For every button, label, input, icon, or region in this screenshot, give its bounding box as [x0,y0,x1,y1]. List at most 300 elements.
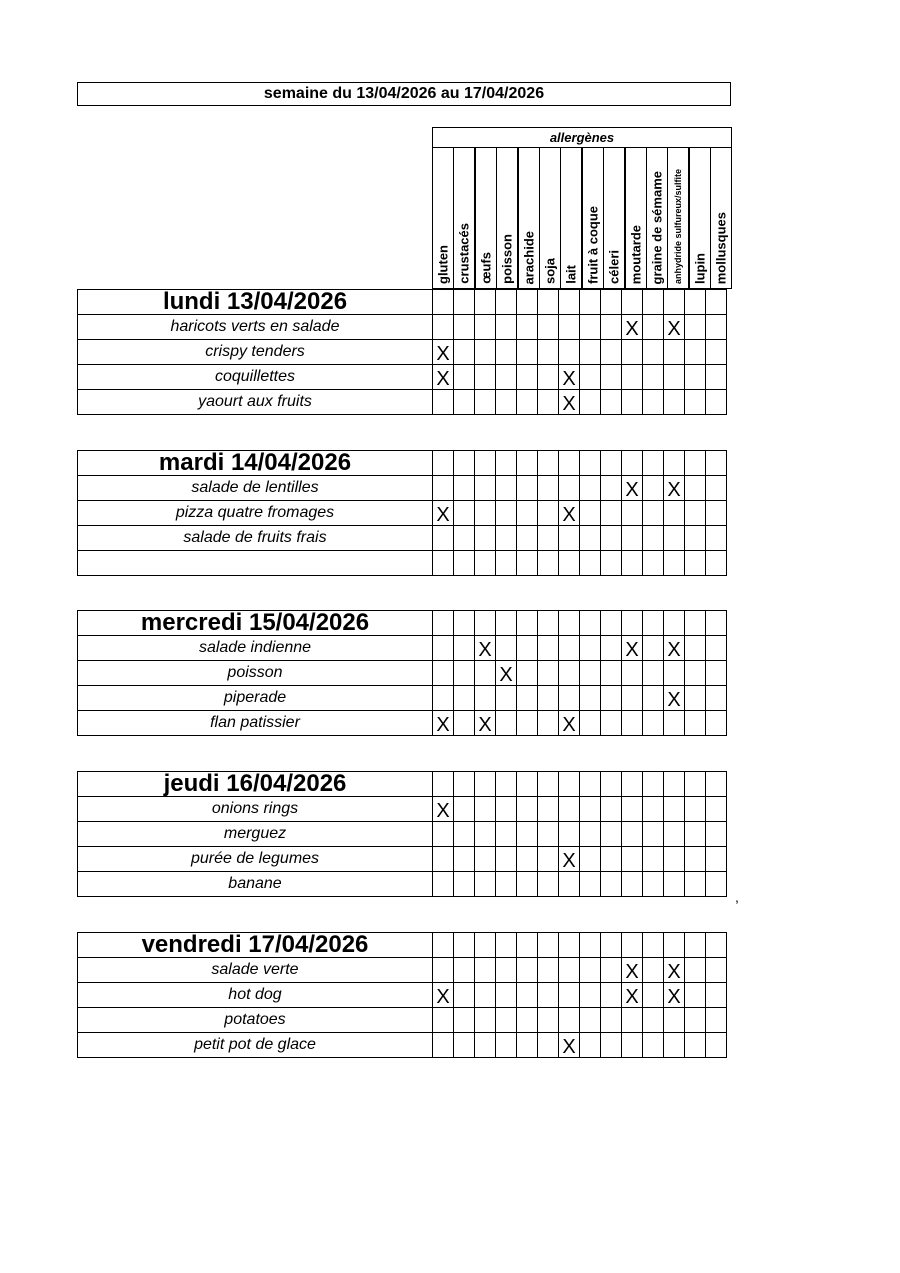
allergen-column-header [689,147,711,289]
allergen-cell [685,501,706,526]
day-table [77,771,727,897]
allergen-cell [475,661,496,686]
allergen-cell [601,933,622,958]
allergen-cell [622,315,643,340]
allergen-cell [601,551,622,576]
allergen-cell [664,661,685,686]
allergen-cell [622,772,643,797]
dish-row [78,661,727,686]
allergen-mark: X [667,986,681,1008]
allergen-cell [559,772,580,797]
allergen-cell [496,340,517,365]
dish-name: flan patissier [78,711,433,736]
allergen-cell [433,1033,454,1058]
allergen-cell [496,772,517,797]
dish-name: coquillettes [78,365,433,390]
allergen-cell [517,340,538,365]
dish-name: potatoes [78,1008,433,1033]
allergen-cell [664,340,685,365]
allergen-cell [622,686,643,711]
allergen-cell [454,872,475,897]
allergen-cell [475,636,496,661]
dish-row [78,340,727,365]
dish-row [78,476,727,501]
allergen-cell [517,772,538,797]
allergen-column-header [603,147,625,289]
allergen-cell [538,315,559,340]
dish-name: salade verte [78,958,433,983]
allergen-cell [664,611,685,636]
dish-name: yaourt aux fruits [78,390,433,415]
allergen-cell [538,847,559,872]
allergen-cell [559,872,580,897]
allergen-cell [580,1008,601,1033]
allergen-cell [496,1008,517,1033]
allergen-cell [622,661,643,686]
allergen-cell [643,365,664,390]
allergen-cell [433,365,454,390]
dish-row [78,847,727,872]
allergen-mark: X [562,850,576,872]
allergen-cell [643,958,664,983]
allergen-cell [496,822,517,847]
allergen-cell [643,526,664,551]
allergen-cell [706,711,727,736]
allergen-cell [664,1008,685,1033]
allergen-cell [559,315,580,340]
allergen-cell [622,1033,643,1058]
allergen-cell [475,551,496,576]
allergen-mark: X [625,639,639,661]
allergen-cell [643,847,664,872]
allergen-mark: X [562,504,576,526]
allergen-cell [622,711,643,736]
allergen-cell [538,1033,559,1058]
dish-name: petit pot de glace [78,1033,433,1058]
allergen-cell [517,451,538,476]
allergen-cell [538,661,559,686]
allergen-cell [664,933,685,958]
allergen-cell [664,847,685,872]
allergen-cell [580,686,601,711]
allergen-cell [643,501,664,526]
allergen-cell [538,933,559,958]
allergen-cell [580,983,601,1008]
allergen-cell [433,526,454,551]
allergen-label: moutarde [628,224,644,284]
allergen-cell [454,661,475,686]
allergen-cell [538,501,559,526]
allergen-cell [433,933,454,958]
allergen-cell [622,526,643,551]
allergen-cell [559,958,580,983]
allergen-cell [685,1033,706,1058]
allergen-cell [475,526,496,551]
allergen-cell [601,365,622,390]
allergen-column-header [646,147,668,289]
allergen-cell [685,365,706,390]
allergen-cell [601,847,622,872]
allergen-cell [475,822,496,847]
allergen-cell [517,1033,538,1058]
allergen-cell [517,390,538,415]
dish-name: banane [78,872,433,897]
allergen-cell [685,933,706,958]
allergen-cell [454,983,475,1008]
allergen-cell [517,501,538,526]
allergen-cell [706,1033,727,1058]
allergen-cell [601,476,622,501]
day-table [77,289,727,415]
allergen-cell [601,686,622,711]
allergen-cell [643,933,664,958]
day-header-row [78,611,727,636]
dish-row [78,958,727,983]
allergen-cell [580,933,601,958]
allergen-cell [538,340,559,365]
allergen-cell [538,983,559,1008]
allergen-cell [601,983,622,1008]
allergen-mark: X [667,479,681,501]
allergen-cell [580,847,601,872]
allergen-cell [517,1008,538,1033]
allergen-cell [664,872,685,897]
allergen-cell [538,551,559,576]
allergen-cell [475,933,496,958]
allergen-cell [538,290,559,315]
dish-name: merguez [78,822,433,847]
allergen-cell [706,686,727,711]
allergen-cell [475,315,496,340]
allergen-cell [559,390,580,415]
allergen-cell [454,526,475,551]
allergen-cell [475,476,496,501]
allergen-cell [454,340,475,365]
allergen-cell [433,551,454,576]
allergen-label: arachide [521,230,537,284]
allergen-cell [601,636,622,661]
allergen-cell [601,1008,622,1033]
day-title: mardi 14/04/2026 [78,451,433,476]
allergen-cell [601,501,622,526]
allergen-cell [706,933,727,958]
allergen-cell [643,711,664,736]
allergen-cell [622,847,643,872]
allergen-cell [538,476,559,501]
allergen-cell [643,686,664,711]
allergen-cell [622,390,643,415]
allergen-column-header [582,147,604,289]
allergen-cell [517,983,538,1008]
allergen-mark: X [667,689,681,711]
allergen-cell [664,365,685,390]
allergen-column-header [667,147,689,289]
allergen-cell [538,711,559,736]
allergen-cell [685,872,706,897]
allergen-cell [454,686,475,711]
allergen-cell [643,340,664,365]
day-header-row [78,933,727,958]
allergen-cell [601,315,622,340]
dish-row [78,822,727,847]
allergen-cell [622,501,643,526]
allergen-cell [433,315,454,340]
allergen-cell [517,958,538,983]
allergen-cell [580,611,601,636]
allergen-cell [706,476,727,501]
allergen-cell [433,872,454,897]
day-title: jeudi 16/04/2026 [78,772,433,797]
allergen-cell [601,390,622,415]
stray-mark: , [735,889,739,905]
allergen-cell [475,686,496,711]
allergen-cell [559,797,580,822]
allergen-mark: X [436,800,450,822]
allergen-cell [475,797,496,822]
allergen-cell [706,551,727,576]
allergen-cell [601,611,622,636]
allergen-column-header [539,147,561,289]
allergen-cell [706,451,727,476]
dish-row [78,983,727,1008]
allergen-label: céleri [606,250,622,284]
allergen-mark: X [625,479,639,501]
allergen-cell [601,661,622,686]
allergen-cell [559,526,580,551]
allergen-column-header [710,147,732,289]
day-title: mercredi 15/04/2026 [78,611,433,636]
allergen-cell [706,958,727,983]
allergen-cell [559,611,580,636]
allergen-cell [454,1008,475,1033]
dish-row [78,686,727,711]
allergen-mark: X [499,664,513,686]
allergen-cell [433,822,454,847]
allergen-cell [580,365,601,390]
allergen-cell [496,872,517,897]
allergen-header [432,127,732,289]
allergen-cell [580,290,601,315]
allergen-cell [706,636,727,661]
allergen-cell [475,872,496,897]
allergen-cell [454,611,475,636]
allergen-cell [517,872,538,897]
allergen-cell [496,611,517,636]
allergen-cell [559,636,580,661]
allergen-cell [664,315,685,340]
allergen-cell [559,290,580,315]
allergen-cell [706,365,727,390]
day-header-row [78,772,727,797]
allergen-cell [517,611,538,636]
dish-row [78,797,727,822]
allergen-cell [643,983,664,1008]
allergen-cell [475,847,496,872]
allergen-cell [433,797,454,822]
dish-name: crispy tenders [78,340,433,365]
allergen-cell [601,772,622,797]
allergen-cell [622,290,643,315]
dish-row [78,501,727,526]
allergen-cell [538,365,559,390]
allergen-cell [538,797,559,822]
allergen-cell [580,315,601,340]
allergen-cell [517,476,538,501]
allergen-cell [622,983,643,1008]
allergen-cell [517,711,538,736]
allergen-cell [601,1033,622,1058]
allergen-cell [580,526,601,551]
allergen-cell [517,365,538,390]
allergen-cell [454,1033,475,1058]
allergen-cell [664,476,685,501]
allergen-label: mollusques [713,211,729,284]
allergen-cell [622,451,643,476]
day-header-row [78,290,727,315]
allergen-cell [475,365,496,390]
allergen-cell [601,958,622,983]
allergen-cell [538,686,559,711]
allergen-cell [475,1033,496,1058]
allergen-cell [454,772,475,797]
allergen-cell [643,822,664,847]
allergen-column-header [453,147,475,289]
allergen-cell [580,711,601,736]
allergen-cell [706,611,727,636]
allergen-cell [685,847,706,872]
allergen-cell [643,797,664,822]
allergen-cell [454,315,475,340]
allergen-cell [706,983,727,1008]
allergen-mark: X [436,504,450,526]
allergen-mark: X [478,714,492,736]
allergen-cell [601,797,622,822]
allergen-cell [706,1008,727,1033]
allergen-cell [433,847,454,872]
allergen-cell [454,451,475,476]
allergen-cell [706,822,727,847]
allergen-label: graine de sémame [649,170,665,284]
allergen-cell [580,958,601,983]
day-table [77,932,727,1058]
allergen-cell [685,772,706,797]
dish-row [78,636,727,661]
dish-name: salade indienne [78,636,433,661]
allergen-cell [559,1033,580,1058]
allergen-cell [454,822,475,847]
allergen-cell [706,390,727,415]
allergen-mark: X [667,639,681,661]
allergen-cell [433,501,454,526]
allergen-cell [664,551,685,576]
allergen-cell [664,501,685,526]
allergen-cell [496,636,517,661]
allergen-cell [685,340,706,365]
allergen-cell [685,711,706,736]
allergen-cell [538,390,559,415]
allergen-cell [622,872,643,897]
allergen-cell [496,1033,517,1058]
allergen-cell [685,476,706,501]
week-title: semaine du 13/04/2026 au 17/04/2026 [77,82,731,106]
allergen-cell [454,390,475,415]
allergen-cell [475,611,496,636]
allergen-header-title: allergènes [432,127,732,148]
allergen-label: fruit à coque [585,205,601,284]
allergen-cell [538,1008,559,1033]
allergen-cell [664,958,685,983]
allergen-mark: X [436,343,450,365]
allergen-cell [622,340,643,365]
allergen-cell [454,933,475,958]
allergen-cell [622,958,643,983]
allergen-cell [538,822,559,847]
day-table [77,450,727,576]
allergen-cell [475,958,496,983]
allergen-cell [538,772,559,797]
allergen-column-header [432,147,454,289]
allergen-cell [643,390,664,415]
allergen-cell [601,451,622,476]
allergen-cell [517,847,538,872]
allergen-cell [706,290,727,315]
allergen-cell [580,636,601,661]
allergen-cell [496,797,517,822]
allergen-cell [538,872,559,897]
allergen-cell [475,983,496,1008]
allergen-cell [664,390,685,415]
allergen-cell [622,797,643,822]
allergen-cell [706,501,727,526]
allergen-cell [559,847,580,872]
allergen-cell [685,983,706,1008]
allergen-cell [664,526,685,551]
allergen-cell [664,636,685,661]
allergen-cell [538,958,559,983]
dish-name: pizza quatre fromages [78,501,433,526]
allergen-cell [622,933,643,958]
allergen-cell [433,661,454,686]
dish-row [78,872,727,897]
allergen-cell [601,822,622,847]
allergen-cell [559,476,580,501]
allergen-cell [559,686,580,711]
allergen-cell [454,711,475,736]
allergen-cell [580,501,601,526]
allergen-cell [454,797,475,822]
allergen-cell [664,686,685,711]
day-title: lundi 13/04/2026 [78,290,433,315]
dish-name [78,551,433,576]
allergen-cell [517,686,538,711]
allergen-mark: X [625,986,639,1008]
allergen-cell [580,822,601,847]
allergen-column-header [625,147,647,289]
allergen-cell [433,611,454,636]
allergen-cell [580,1033,601,1058]
allergen-cell [517,661,538,686]
allergen-label: poisson [499,234,515,284]
allergen-cell [433,772,454,797]
allergen-cell [496,365,517,390]
allergen-cell [601,340,622,365]
allergen-cell [559,1008,580,1033]
allergen-cell [454,290,475,315]
allergen-label: œufs [478,252,494,284]
allergen-cell [454,476,475,501]
allergen-cell [685,797,706,822]
allergen-label: crustacés [456,223,472,284]
